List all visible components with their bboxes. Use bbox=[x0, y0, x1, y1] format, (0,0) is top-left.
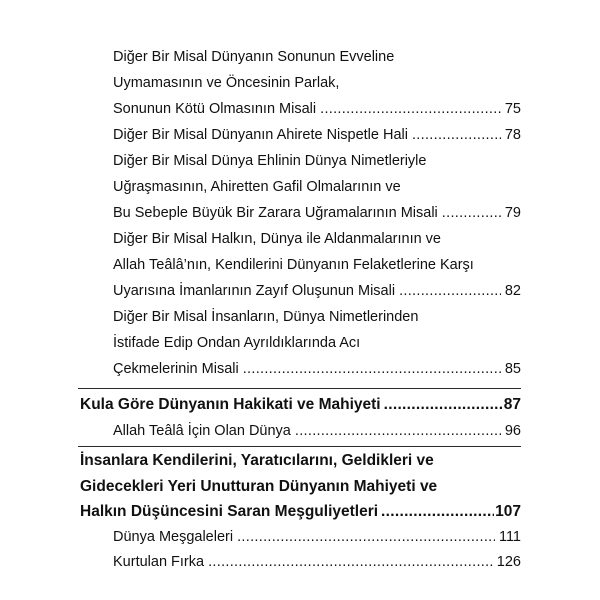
entry-title-line: Sonunun Kötü Olmasının Misali bbox=[113, 101, 317, 117]
entry-title-line: Dünya Meşgaleleri bbox=[113, 528, 234, 545]
entry-final-line bbox=[113, 525, 521, 551]
toc-section bbox=[78, 447, 521, 576]
toc-section bbox=[78, 44, 521, 389]
toc-section bbox=[78, 389, 521, 447]
entry-final-line bbox=[113, 278, 521, 304]
entry-final-line bbox=[113, 356, 521, 382]
page-number: 75 bbox=[504, 101, 521, 117]
dot-leader bbox=[442, 200, 501, 226]
toc-entry bbox=[113, 148, 521, 226]
entry-title-line: Diğer Bir Misal Halkın, Dünya ile Aldanmalarının ve bbox=[113, 231, 441, 247]
toc-heading bbox=[80, 392, 521, 418]
table-of-contents bbox=[78, 44, 521, 576]
entry-title-line: Allah Teâlâ’nın, Kendilerini Dünyanın Felaketlerine Karşı bbox=[113, 257, 474, 273]
entry-title-line: Çekmelerinin Misali bbox=[113, 361, 239, 377]
entry-title-line: Allah Teâlâ İçin Olan Dünya bbox=[113, 423, 291, 439]
page-number: 111 bbox=[498, 528, 521, 545]
toc-entry bbox=[113, 550, 521, 576]
heading-title-line: Halkın Düşüncesini Saran Meşguliyetleri bbox=[80, 503, 379, 520]
entry-final-line bbox=[113, 550, 521, 576]
toc-heading bbox=[80, 448, 521, 525]
heading-final-line bbox=[80, 499, 521, 525]
entry-final-line bbox=[113, 122, 521, 148]
page-number: 107 bbox=[495, 503, 521, 520]
heading-title-line: Kula Göre Dünyanın Hakikati ve Mahiyeti bbox=[80, 396, 381, 413]
page-number: 87 bbox=[503, 396, 521, 413]
dot-leader bbox=[208, 550, 493, 576]
entry-title-line: Diğer Bir Misal İnsanların, Dünya Nimetlerinden bbox=[113, 309, 419, 325]
entry-final-line bbox=[113, 200, 521, 226]
entry-title-line: Uğraşmasının, Ahiretten Gafil Olmalarının ve bbox=[113, 179, 401, 195]
page-number: 126 bbox=[496, 554, 521, 570]
page-number: 78 bbox=[504, 127, 521, 143]
dot-leader bbox=[399, 278, 501, 304]
toc-entry bbox=[113, 304, 521, 382]
dot-leader bbox=[295, 418, 501, 444]
entry-final-line bbox=[113, 418, 521, 444]
toc-entry bbox=[113, 525, 521, 551]
dot-leader bbox=[412, 122, 501, 148]
entry-title-line: Uymamasının ve Öncesinin Parlak, bbox=[113, 75, 340, 91]
toc-entry bbox=[113, 418, 521, 444]
entry-title-line: İstifade Edip Ondan Ayrıldıklarında Acı bbox=[113, 335, 361, 351]
heading-final-line bbox=[80, 392, 521, 418]
dot-leader bbox=[384, 392, 503, 418]
entry-title-line: Kurtulan Fırka bbox=[113, 554, 205, 570]
entry-final-line bbox=[113, 96, 521, 122]
page-number: 79 bbox=[504, 205, 521, 221]
heading-title-line: Gidecekleri Yeri Unutturan Dünyanın Mahiyeti ve bbox=[80, 477, 438, 495]
heading-title-line: İnsanlara Kendilerini, Yaratıcılarını, Geldikleri ve bbox=[80, 452, 434, 469]
entry-title-line: Bu Sebeple Büyük Bir Zarara Uğramalarının Misali bbox=[113, 205, 438, 221]
toc-entry bbox=[113, 44, 521, 122]
entry-title-line: Uyarısına İmanlarının Zayıf Oluşunun Misali bbox=[113, 283, 396, 299]
dot-leader bbox=[381, 499, 494, 525]
dot-leader bbox=[243, 356, 501, 382]
entry-title-line: Diğer Bir Misal Dünya Ehlinin Dünya Nimetleriyle bbox=[113, 153, 427, 169]
page-number: 82 bbox=[504, 283, 521, 299]
page-number: 85 bbox=[504, 361, 521, 377]
page-number: 96 bbox=[504, 423, 521, 439]
entry-title-line: Diğer Bir Misal Dünyanın Sonunun Evveline bbox=[113, 49, 395, 65]
toc-entry bbox=[113, 122, 521, 148]
toc-entry bbox=[113, 226, 521, 304]
dot-leader bbox=[320, 96, 501, 122]
entry-title-line: Diğer Bir Misal Dünyanın Ahirete Nispetle Hali bbox=[113, 127, 408, 143]
dot-leader bbox=[237, 525, 495, 551]
